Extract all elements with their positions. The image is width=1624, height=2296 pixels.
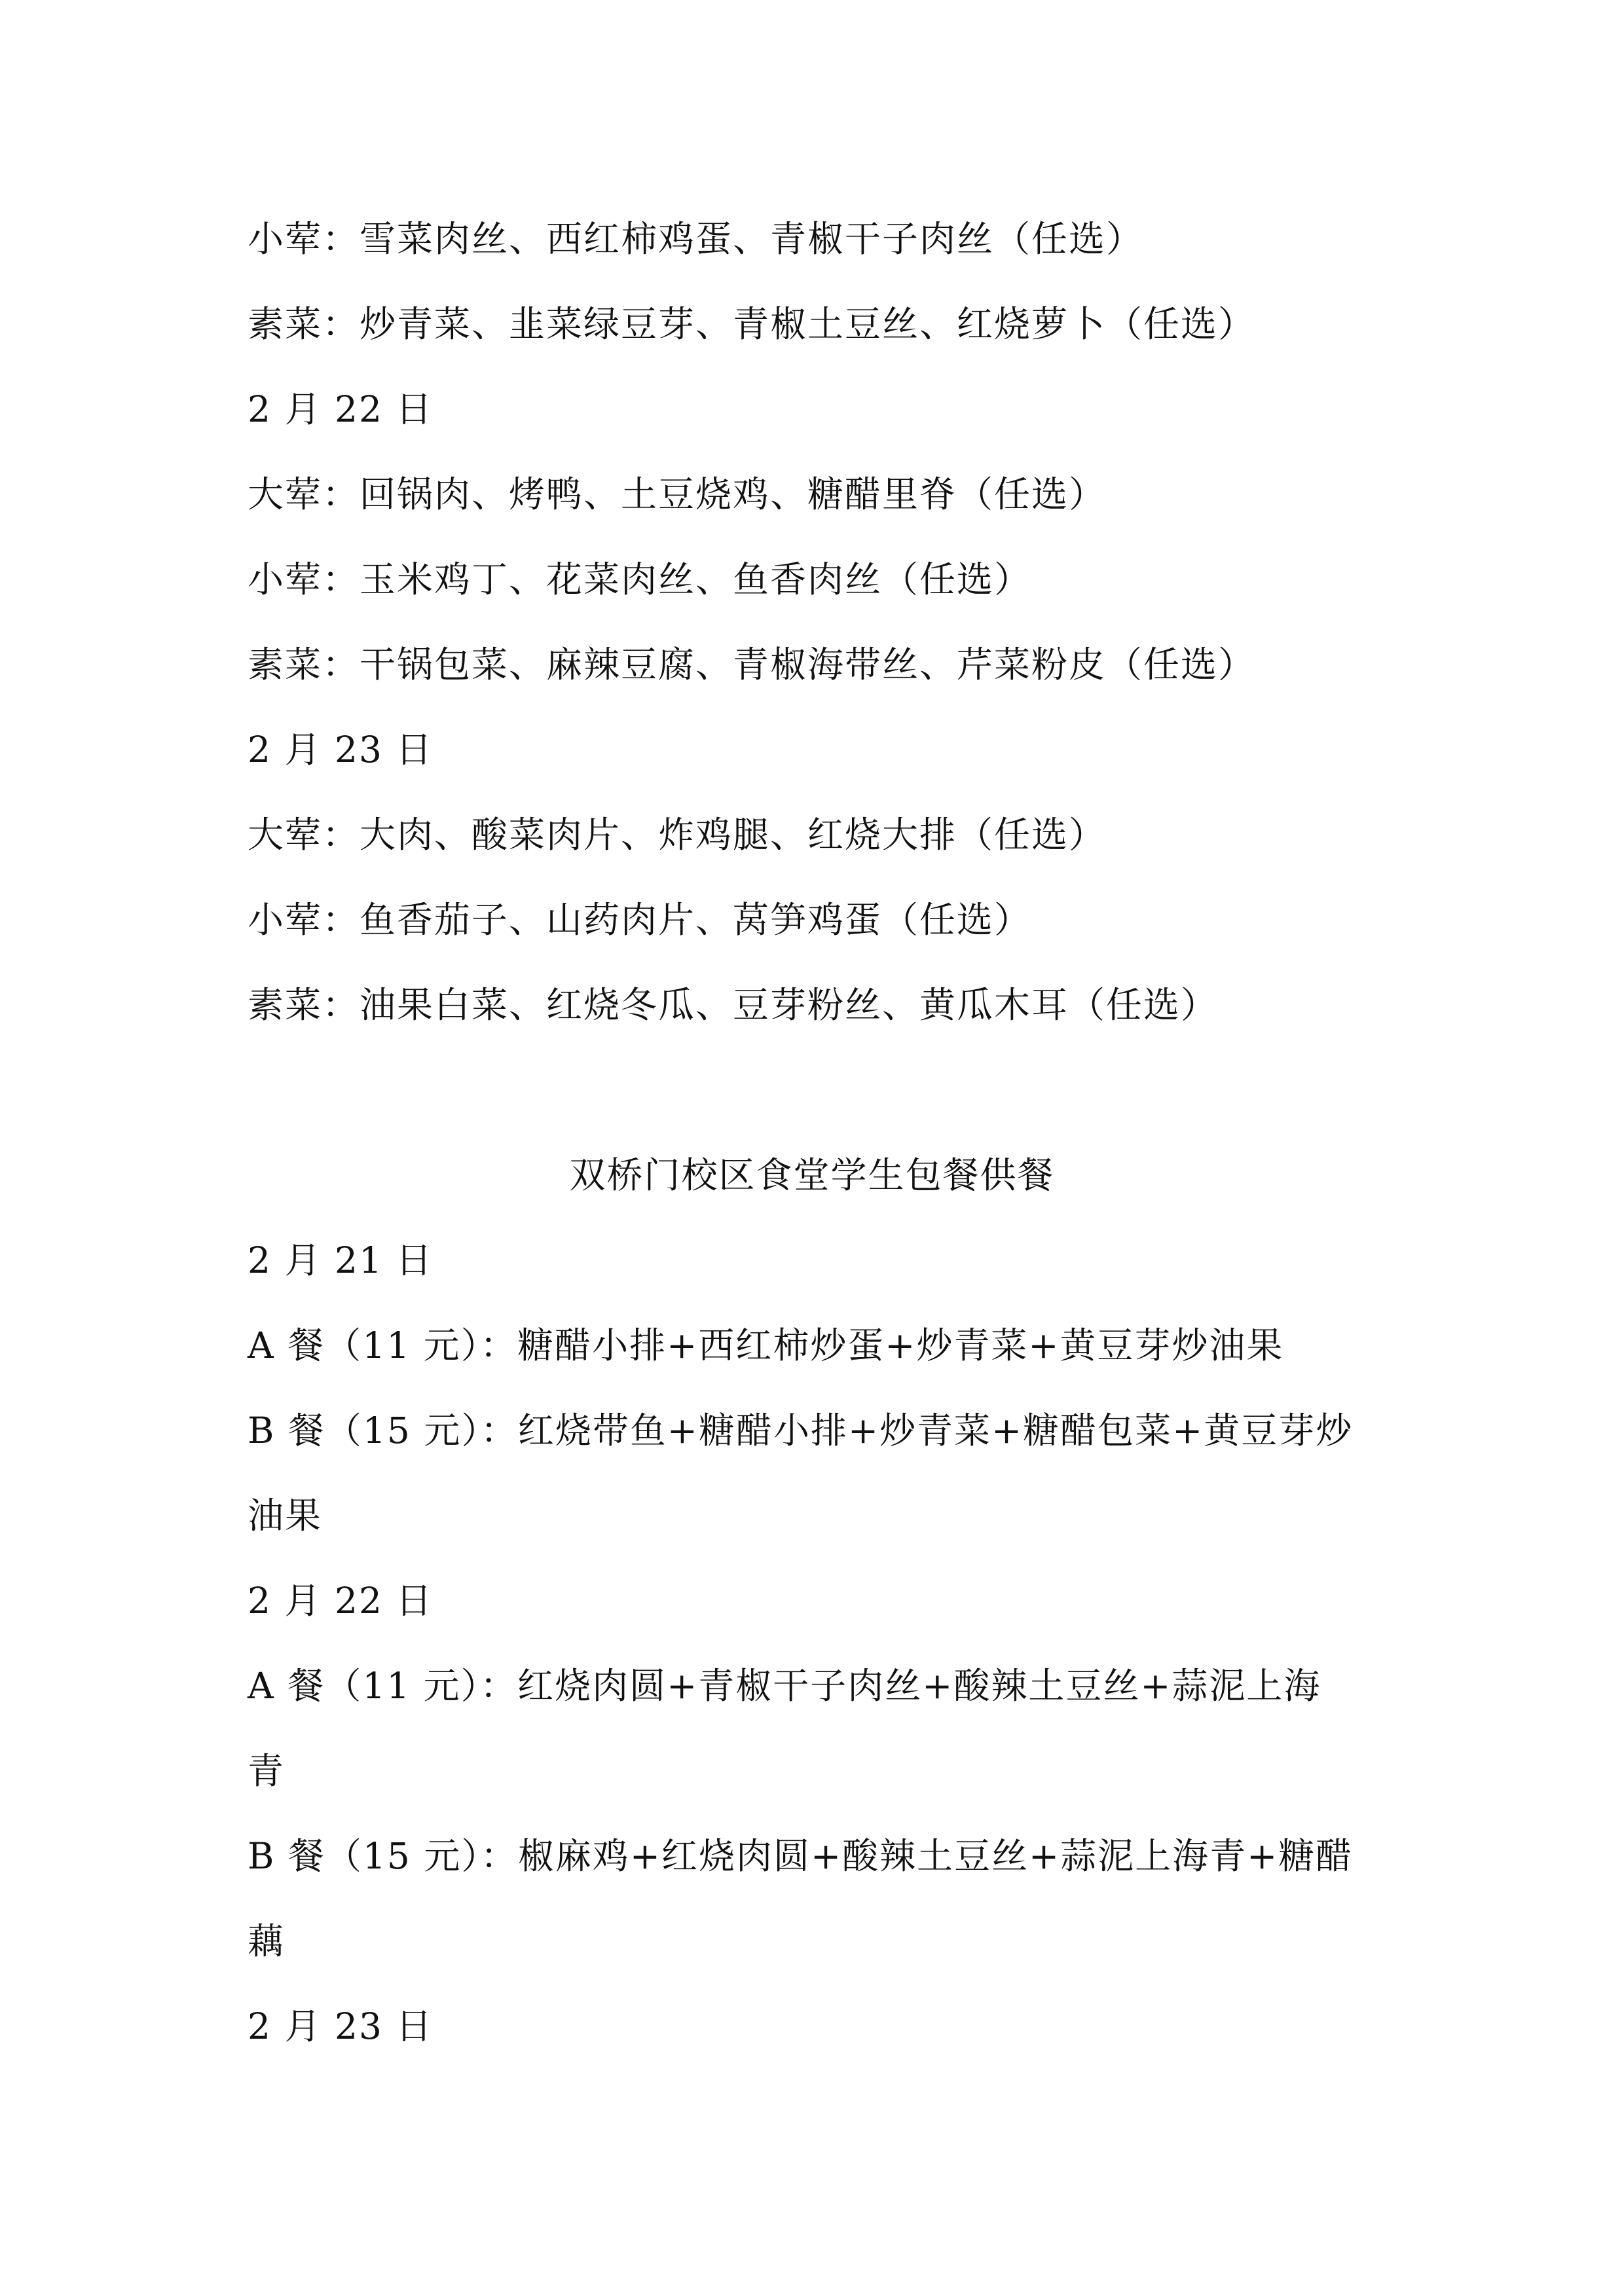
date-heading: 2 月 22 日 <box>248 388 434 430</box>
menu-line-small-meat: 小荤：雪菜肉丝、西红柿鸡蛋、青椒干子肉丝（任选） <box>248 218 1144 260</box>
set-meal-b-continuation: 藕 <box>248 1920 286 1962</box>
menu-line-vegetable: 素菜：炒青菜、韭菜绿豆芽、青椒土豆丝、红烧萝卜（任选） <box>248 303 1256 345</box>
date-heading: 2 月 23 日 <box>248 2005 434 2047</box>
date-heading: 2 月 23 日 <box>248 729 434 771</box>
menu-line-vegetable: 素菜：油果白菜、红烧冬瓜、豆芽粉丝、黄瓜木耳（任选） <box>248 984 1219 1026</box>
menu-line-big-meat: 大荤：大肉、酸菜肉片、炸鸡腿、红烧大排（任选） <box>248 814 1107 856</box>
set-meal-b: B 餐（15 元）：椒麻鸡+红烧肉圆+酸辣土豆丝+蒜泥上海青+糖醋 <box>248 1835 1354 1877</box>
menu-line-vegetable: 素菜：干锅包菜、麻辣豆腐、青椒海带丝、芹菜粉皮（任选） <box>248 644 1256 685</box>
menu-line-small-meat: 小荤：玉米鸡丁、花菜肉丝、鱼香肉丝（任选） <box>248 558 1032 600</box>
set-meal-a: A 餐（11 元）：糖醋小排+西红柿炒蛋+炒青菜+黄豆芽炒油果 <box>248 1324 1284 1366</box>
menu-line-small-meat: 小荤：鱼香茄子、山药肉片、莴笋鸡蛋（任选） <box>248 899 1032 941</box>
set-meal-b: B 餐（15 元）：红烧带鱼+糖醋小排+炒青菜+糖醋包菜+黄豆芽炒 <box>248 1410 1354 1451</box>
set-meal-a-continuation: 青 <box>248 1750 286 1792</box>
date-heading: 2 月 22 日 <box>248 1580 434 1622</box>
section-title: 双桥门校区食堂学生包餐供餐 <box>569 1154 1055 1196</box>
date-heading: 2 月 21 日 <box>248 1239 434 1281</box>
menu-line-big-meat: 大荤：回锅肉、烤鸭、土豆烧鸡、糖醋里脊（任选） <box>248 473 1107 515</box>
set-meal-a: A 餐（11 元）：红烧肉圆+青椒干子肉丝+酸辣土豆丝+蒜泥上海 <box>248 1665 1321 1707</box>
set-meal-b-continuation: 油果 <box>248 1495 323 1537</box>
